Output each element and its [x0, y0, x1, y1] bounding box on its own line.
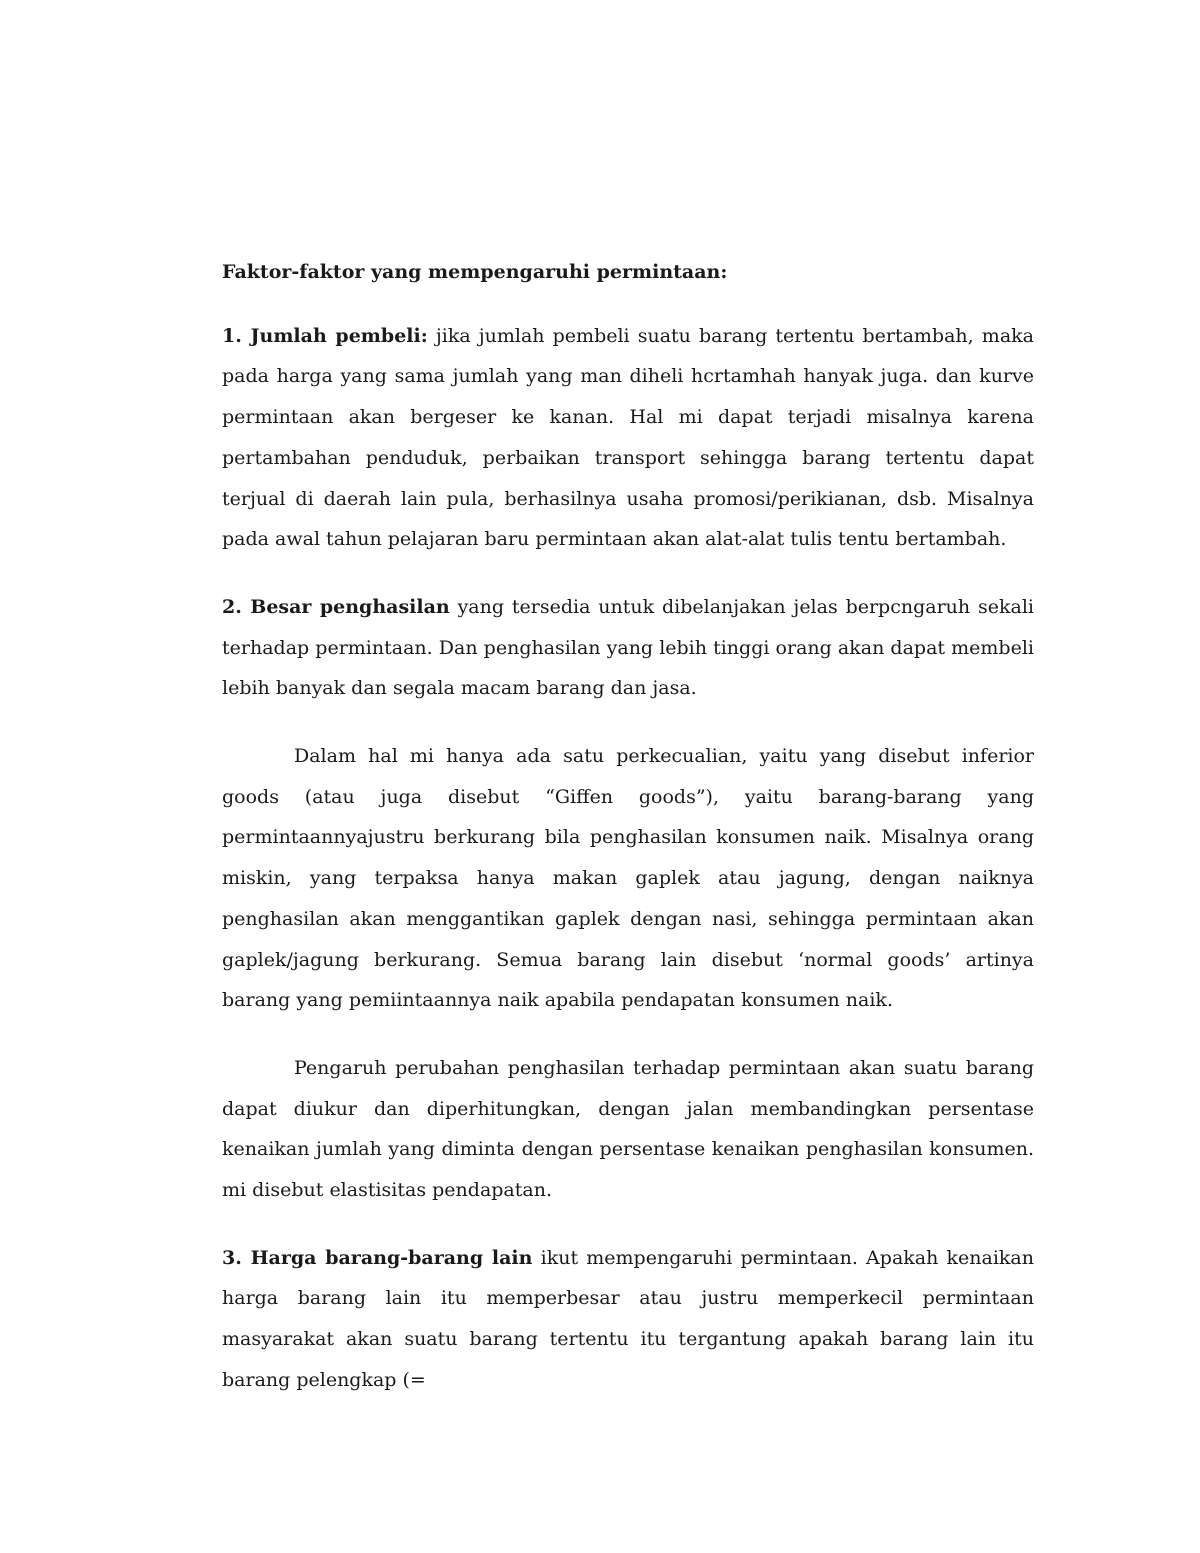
paragraph-text: jika jumlah pembeli suatu barang tertentu bertambah, maka pada harga yang sama jumlah yang man diheli hcrtamhah hanyak juga. dan kurve permintaan akan bergeser ke kanan. Hal mi dapat terjadi misalnya karena pertambahan penduduk, perbaikan transport sehingga barang tertentu dapat terjual di daerah lain pula, berhasilnya usaha promosi/perikianan, dsb. Misalnya pada awal tahun pelajaran baru permintaan akan alat-alat tulis tentu bertambah. — [222, 324, 1034, 551]
paragraph-lead: 3. Harga barang-barang lain — [222, 1246, 533, 1269]
paragraph-elastisitas: Pengaruh perubahan penghasilan terhadap permintaan akan suatu barang dapat diukur dan diperhitungkan, dengan jalan membandingkan persentase kenaikan jumlah yang diminta dengan persentase kenaikan penghasilan konsumen. mi disebut elastisitas pendapatan. — [222, 1056, 1034, 1202]
paragraph-inferior-goods: Dalam hal mi hanya ada satu perkecualian, yaitu yang disebut inferior goods (atau juga disebut “Giffen goods”), yaitu barang-barang yang permintaannyajustru berkurang bila penghasilan konsumen naik. Misalnya orang miskin, yang terpaksa hanya makan gaplek atau jagung, dengan naiknya penghasilan akan menggantikan gaplek dengan nasi, sehingga permintaan akan gaplek/jagung berkurang. Semua barang lain disebut ‘normal goods’ artinya barang yang pemiintaannya naik apabila pendapatan konsumen naik. — [222, 745, 1034, 1012]
paragraph-text: yang tersedia untuk dibelanjakan jelas berpcngaruh sekali terhadap permintaan. Dan penghasilan yang lebih tinggi orang akan dapat membeli lebih banyak dan segala macam barang dan jasa. — [222, 595, 1034, 700]
document-heading: Faktor-faktor yang mempengaruhi permintaan: — [222, 261, 728, 283]
document-body — [222, 252, 1034, 1428]
paragraph-text: ikut mempengaruhi permintaan. Apakah kenaikan harga barang lain itu memperbesar atau justru memperkecil permintaan masyarakat akan suatu barang tertentu itu tergantung apakah barang lain itu barang pelengkap (= — [222, 1246, 1035, 1391]
paragraph-lead: 1. Jumlah pembeli: — [222, 324, 428, 347]
paragraph-lead: 2. Besar penghasilan — [222, 595, 450, 618]
paragraph-jumlah-pembeli — [222, 316, 1034, 560]
paragraph-besar-penghasilan — [222, 587, 1034, 709]
paragraph-harga-barang-lain — [222, 1238, 1034, 1401]
